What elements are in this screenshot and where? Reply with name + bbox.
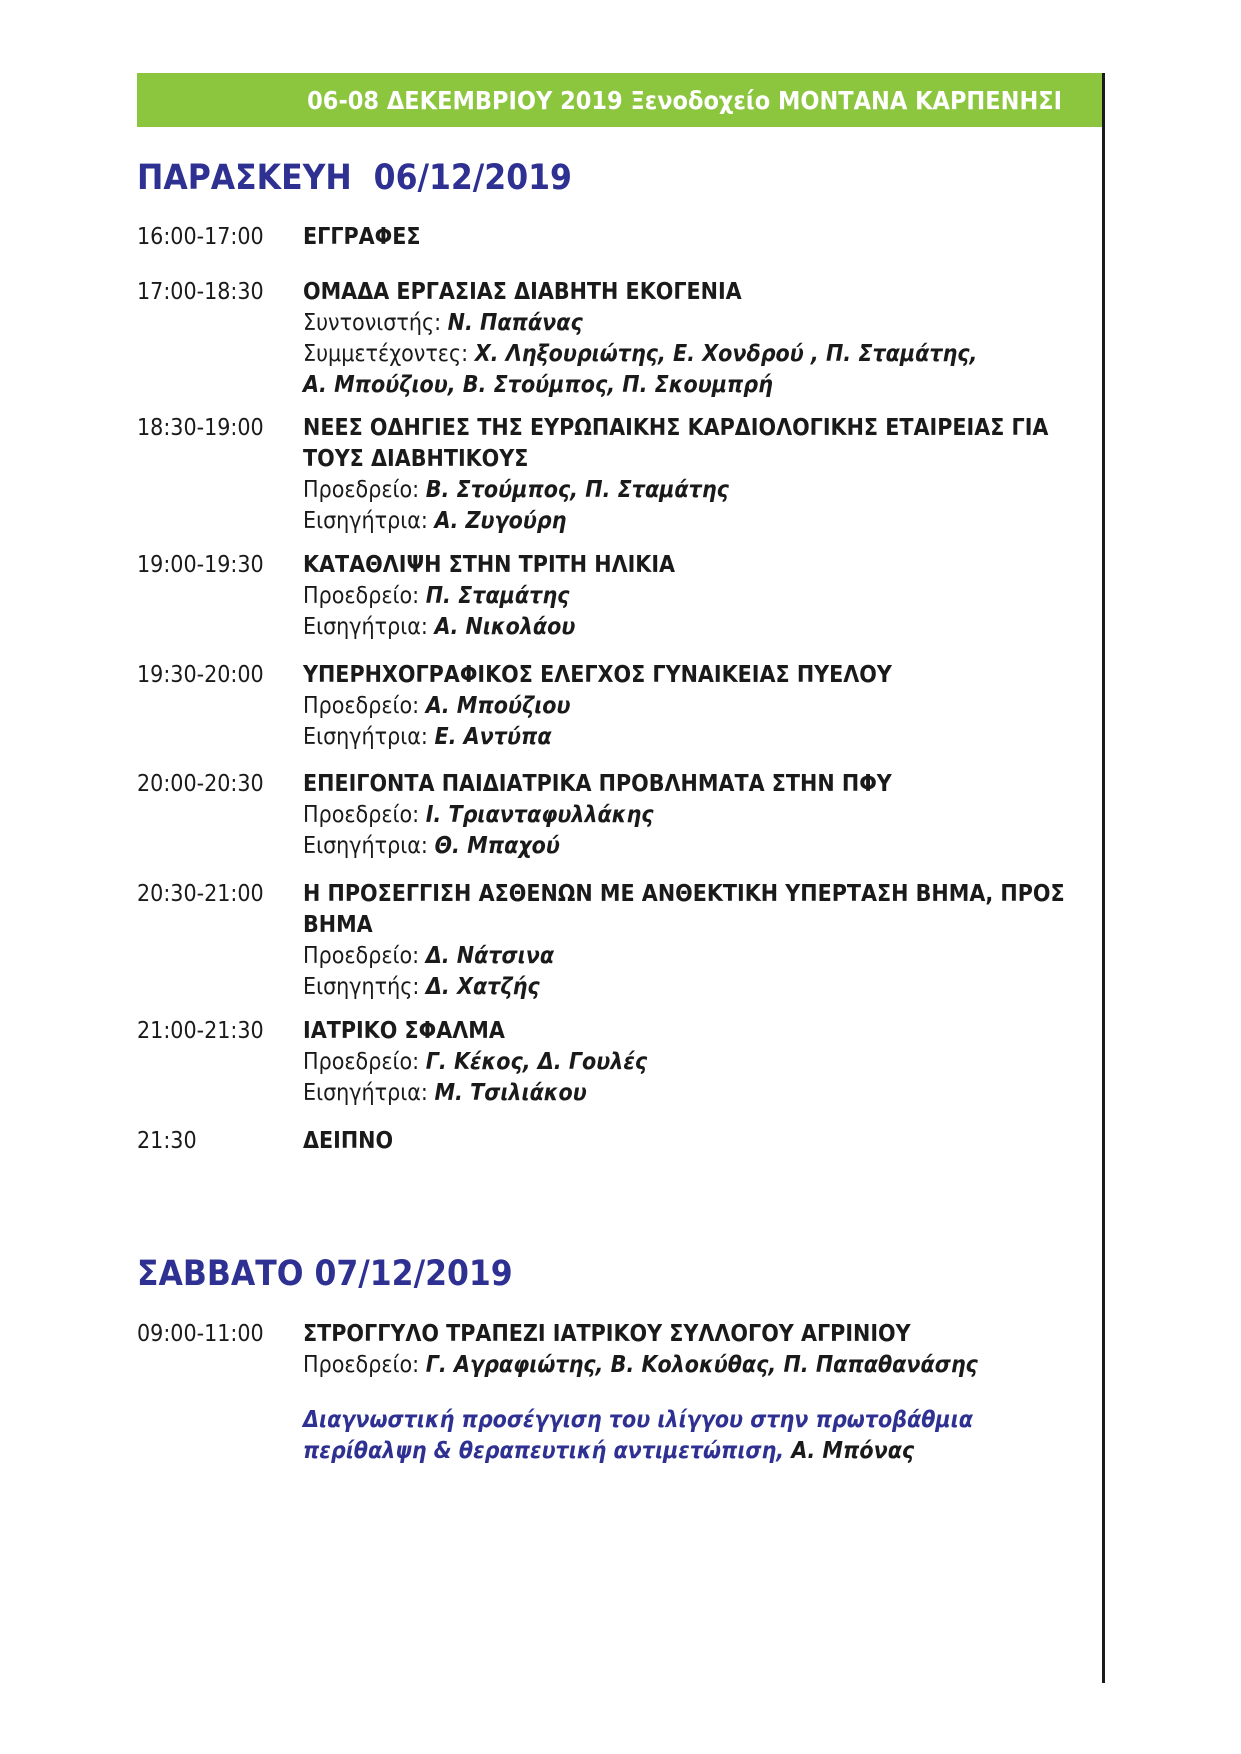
session-title: ΕΠΕΙΓΟΝΤΑ ΠΑΙΔΙΑΤΡΙΚΑ ΠΡΟΒΛΗΜΑΤΑ ΣΤΗΝ ΠΦΥ xyxy=(303,771,892,797)
person-names: Β. Στούμπος, Π. Σταμάτης xyxy=(425,477,729,503)
role-label: Συμμετέχοντες: xyxy=(303,341,475,367)
person-names: Α. Ζυγούρη xyxy=(434,508,567,534)
person-names: Ι. Τριανταφυλλάκης xyxy=(425,802,654,828)
role-label: Προεδρείο: xyxy=(303,1352,426,1378)
session-time: 21:00-21:30 xyxy=(137,1018,264,1044)
session-time: 19:00-19:30 xyxy=(137,552,264,578)
talk-title: Διαγνωστική προσέγγιση του ιλίγγου στην πρωτοβάθμια xyxy=(303,1407,973,1433)
session-time: 18:30-19:00 xyxy=(137,415,264,441)
session-title: ΣΤΡΟΓΓΥΛΟ ΤΡΑΠΕΖΙ ΙΑΤΡΙΚΟΥ ΣΥΛΛΟΓΟΥ ΑΓΡΙΝΙΟΥ xyxy=(303,1321,911,1347)
talk-title: περίθαλψη & θεραπευτική αντιμετώπιση, xyxy=(303,1438,792,1464)
role-label: Εισηγήτρια: xyxy=(303,508,435,534)
role-label: Συντονιστής: xyxy=(303,310,448,336)
session-time: 19:30-20:00 xyxy=(137,662,264,688)
session-title: ΒΗΜΑ xyxy=(303,912,373,938)
header-banner xyxy=(137,73,1102,127)
person-names: Δ. Νάτσινα xyxy=(425,943,555,969)
person-names: Δ. Χατζής xyxy=(425,974,540,1000)
session-title: ΟΜΑΔΑ ΕΡΓΑΣΙΑΣ ΔΙΑΒΗΤΗ ΕΚΟΓΕΝΙΑ xyxy=(303,279,742,305)
session-time: 20:30-21:00 xyxy=(137,881,264,907)
person-names: Π. Σταμάτης xyxy=(425,583,570,609)
person-names: Χ. Ληξουριώτης, Ε. Χονδρού , Π. Σταμάτης, xyxy=(474,341,978,367)
session-title: ΙΑΤΡΙΚΟ ΣΦΑΛΜΑ xyxy=(303,1018,505,1044)
session-time: 17:00-18:30 xyxy=(137,279,264,305)
day-title-saturday: ΣΑΒΒΑΤΟ 07/12/2019 xyxy=(137,1254,513,1294)
session-title: ΤΟΥΣ ΔΙΑΒΗΤΙΚΟΥΣ xyxy=(303,446,529,472)
session-time: 21:30 xyxy=(137,1128,197,1154)
person-names: Ε. Αντύπα xyxy=(434,724,552,750)
session-title: ΕΓΓΡΑΦΕΣ xyxy=(303,224,421,250)
role-label: Προεδρείο: xyxy=(303,583,426,609)
session-time: 09:00-11:00 xyxy=(137,1321,264,1347)
person-names: Γ. Αγραφιώτης, Β. Κολοκύθας, Π. Παπαθανάσης xyxy=(425,1352,978,1378)
vertical-divider xyxy=(1102,73,1105,1683)
role-label: Εισηγήτρια: xyxy=(303,724,435,750)
role-label: Εισηγήτρια: xyxy=(303,614,435,640)
role-label: Προεδρείο: xyxy=(303,943,426,969)
session-title: ΝΕΕΣ ΟΔΗΓΙΕΣ ΤΗΣ ΕΥΡΩΠΑΙΚΗΣ ΚΑΡΔΙΟΛΟΓΙΚΗΣ ΕΤΑΙΡΕΙΑΣ ΓΙΑ xyxy=(303,415,1049,441)
person-names: Α. Μπούζιου xyxy=(425,693,571,719)
role-label: Προεδρείο: xyxy=(303,693,426,719)
session-title: ΥΠΕΡΗΧΟΓΡΑΦΙΚΟΣ ΕΛΕΓΧΟΣ ΓΥΝΑΙΚΕΙΑΣ ΠΥΕΛΟΥ xyxy=(303,662,892,688)
role-label: Προεδρείο: xyxy=(303,1049,426,1075)
header-banner-text: 06-08 ΔΕΚΕΜΒΡΙΟΥ 2019 Ξενοδοχείο ΜΟΝΤΑΝΑ ΚΑΡΠΕΝΗΣΙ xyxy=(307,85,1062,115)
day-title-friday: ΠΑΡΑΣΚΕΥΗ 06/12/2019 xyxy=(137,158,572,198)
role-label: Εισηγήτρια: xyxy=(303,833,435,859)
role-label: Προεδρείο: xyxy=(303,477,426,503)
person-names: Α. Μπούζιου, Β. Στούμπος, Π. Σκουμπρή xyxy=(303,372,773,398)
session-title: ΚΑΤΑΘΛΙΨΗ ΣΤΗΝ ΤΡΙΤΗ ΗΛΙΚΙΑ xyxy=(303,552,676,578)
person-names: Θ. Μπαχού xyxy=(434,833,560,859)
person-names: Μ. Τσιλιάκου xyxy=(434,1080,587,1106)
person-names: Α. Νικολάου xyxy=(434,614,576,640)
person-names: Ν. Παπάνας xyxy=(447,310,583,336)
role-label: Εισηγητής: xyxy=(303,974,426,1000)
session-title: ΔΕΙΠΝΟ xyxy=(303,1128,394,1154)
session-title: Η ΠΡΟΣΕΓΓΙΣΗ ΑΣΘΕΝΩΝ ΜΕ ΑΝΘΕΚΤΙΚΗ ΥΠΕΡΤΑΣΗ ΒΗΜΑ, ΠΡΟΣ xyxy=(303,881,1065,907)
talk-speaker: Α. Μπόνας xyxy=(791,1438,915,1464)
session-time: 20:00-20:30 xyxy=(137,771,264,797)
role-label: Εισηγήτρια: xyxy=(303,1080,435,1106)
role-label: Προεδρείο: xyxy=(303,802,426,828)
session-time: 16:00-17:00 xyxy=(137,224,264,250)
person-names: Γ. Κέκος, Δ. Γουλές xyxy=(425,1049,648,1075)
